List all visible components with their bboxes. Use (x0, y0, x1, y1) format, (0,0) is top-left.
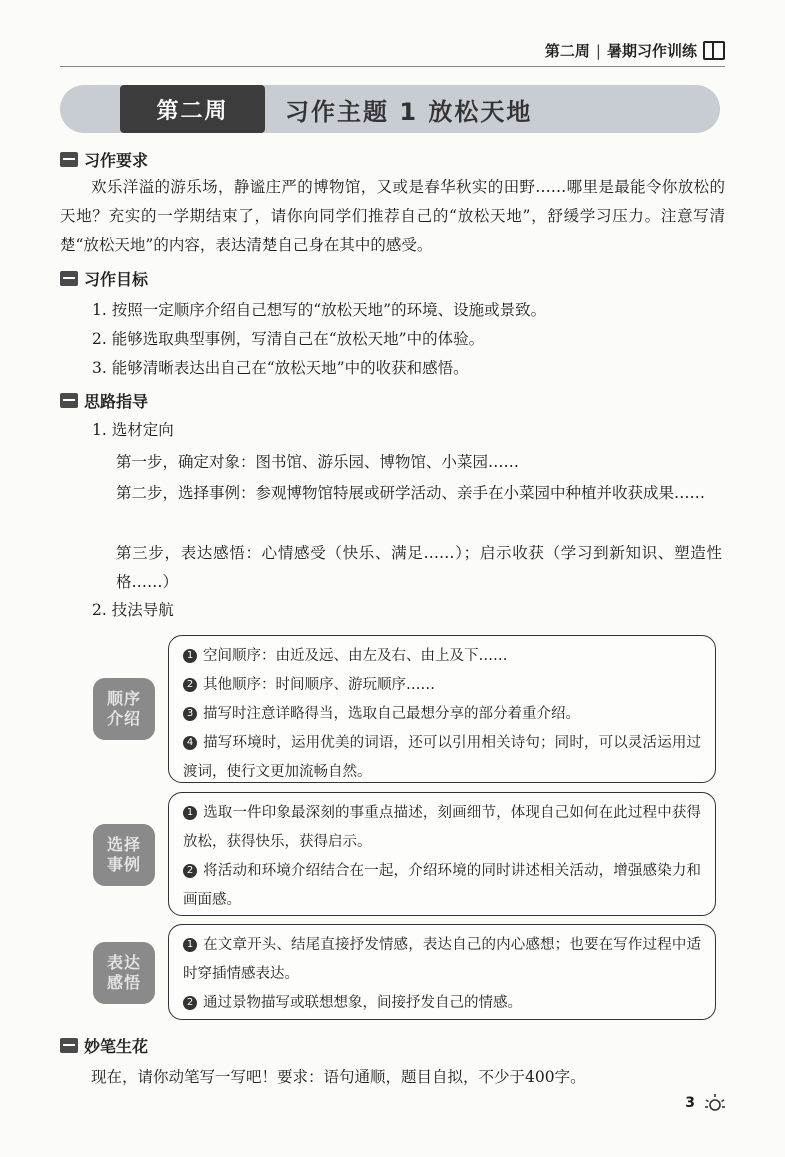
technique-item (183, 671, 701, 700)
title-badge: 第二周 (120, 85, 265, 133)
section-icon (60, 271, 78, 286)
number-badge: 4 (183, 736, 197, 750)
requirement-paragraph: 欢乐洋溢的游乐场，静谧庄严的博物馆，又或是春华秋实的田野……哪里是最能令你放松的天地？充实的一学期结束了，请你向同学们推荐自己的“放松天地”，舒缓学习压力。注意写清楚“放松天地”的内容，表达清楚自己身在其中的感受。 (60, 178, 725, 254)
header-separator: | (595, 41, 601, 60)
technique-box-order (168, 635, 716, 783)
technique-label-feelings (93, 942, 155, 1004)
sun-icon (703, 1092, 727, 1116)
book-icon (703, 41, 725, 60)
section-icon (60, 1038, 78, 1053)
guide-step-1: 第一步，确定对象：图书馆、游乐园、博物馆、小菜园…… (116, 453, 520, 471)
header-book-title: 暑期习作训练 (606, 42, 697, 60)
technique-item-text: 描写环境时，运用优美的词语，还可以引用相关诗句；同时，可以灵活运用过渡词，使行文更加流畅自然。 (183, 735, 701, 780)
technique-label-examples (93, 824, 155, 886)
technique-box-feelings (168, 924, 716, 1020)
number-badge: 2 (183, 996, 197, 1010)
technique-item-text: 将活动和环境介绍结合在一起，介绍环境的同时讲述相关活动，增强感染力和画面感。 (183, 863, 701, 908)
technique-item (183, 989, 701, 1018)
technique-label-text: 表达感悟 (106, 953, 141, 992)
running-header (545, 40, 725, 61)
guide-step-2: 第二步，选择事例：参观博物馆特展或研学活动、亲手在小菜园中种植并收获成果…… (116, 484, 706, 502)
technique-item (183, 700, 701, 729)
goal-item: 2. 能够选取典型事例，写清自己在“放松天地”中的体验。 (92, 330, 485, 348)
technique-item (183, 931, 701, 989)
number-badge: 1 (183, 649, 197, 663)
section-icon (60, 393, 78, 408)
section-requirement-heading (60, 148, 148, 171)
technique-box-examples (168, 792, 716, 916)
goal-item: 3. 能够清晰表达出自己在“放松天地”中的收获和感悟。 (92, 359, 469, 377)
number-badge: 1 (183, 938, 197, 952)
technique-label-text: 顺序介绍 (106, 689, 141, 728)
header-week: 第二周 (544, 42, 590, 60)
technique-item (183, 729, 701, 787)
page-title: 习作主题 1 放松天地 (285, 97, 533, 126)
technique-item-text: 在文章开头、结尾直接抒发情感，表达自己的内心感想；也要在写作过程中适时穿插情感表达。 (183, 937, 701, 982)
number-badge: 1 (183, 806, 197, 820)
technique-item-text: 选取一件印象最深刻的事重点描述，刻画细节，体现自己如何在此过程中获得放松，获得快乐，获得启示。 (183, 805, 701, 850)
technique-label-text: 选择事例 (106, 835, 141, 874)
section-guide-heading (60, 389, 148, 412)
guide-subheading-1: 1. 选材定向 (92, 421, 174, 439)
header-divider (60, 66, 725, 67)
section-goals-heading (60, 267, 148, 290)
section-heading-text: 习作目标 (84, 270, 149, 289)
technique-item-text: 描写时注意详略得当，选取自己最想分享的部分着重介绍。 (203, 706, 580, 722)
technique-item-text: 其他顺序：时间顺序、游玩顺序…… (203, 677, 435, 693)
number-badge: 2 (183, 864, 197, 878)
guide-subheading-2: 2. 技法导航 (92, 601, 174, 619)
guide-step-3: 第三步，表达感悟：心情感受（快乐、满足……）；启示收获（学习到新知识、塑造性格……） (116, 544, 722, 591)
technique-item (183, 799, 701, 857)
section-icon (60, 152, 78, 167)
section-heading-text: 习作要求 (84, 151, 149, 170)
technique-item (183, 642, 701, 671)
technique-item-text: 通过景物描写或联想想象，间接抒发自己的情感。 (203, 995, 522, 1011)
section-heading-text: 思路指导 (84, 392, 149, 411)
page-number: 3 (685, 1095, 695, 1111)
technique-item-text: 空间顺序：由近及远、由左及右、由上及下…… (203, 648, 508, 664)
number-badge: 3 (183, 707, 197, 721)
section-heading-text: 妙笔生花 (84, 1037, 149, 1056)
section-writing-heading (60, 1034, 148, 1057)
technique-label-order (93, 678, 155, 740)
goal-item: 1. 按照一定顺序介绍自己想写的“放松天地”的环境、设施或景致。 (92, 301, 547, 319)
number-badge: 2 (183, 678, 197, 692)
technique-item (183, 857, 701, 915)
writing-paragraph: 现在，请你动笔写一写吧！要求：语句通顺，题目自拟，不少于400字。 (91, 1068, 586, 1086)
